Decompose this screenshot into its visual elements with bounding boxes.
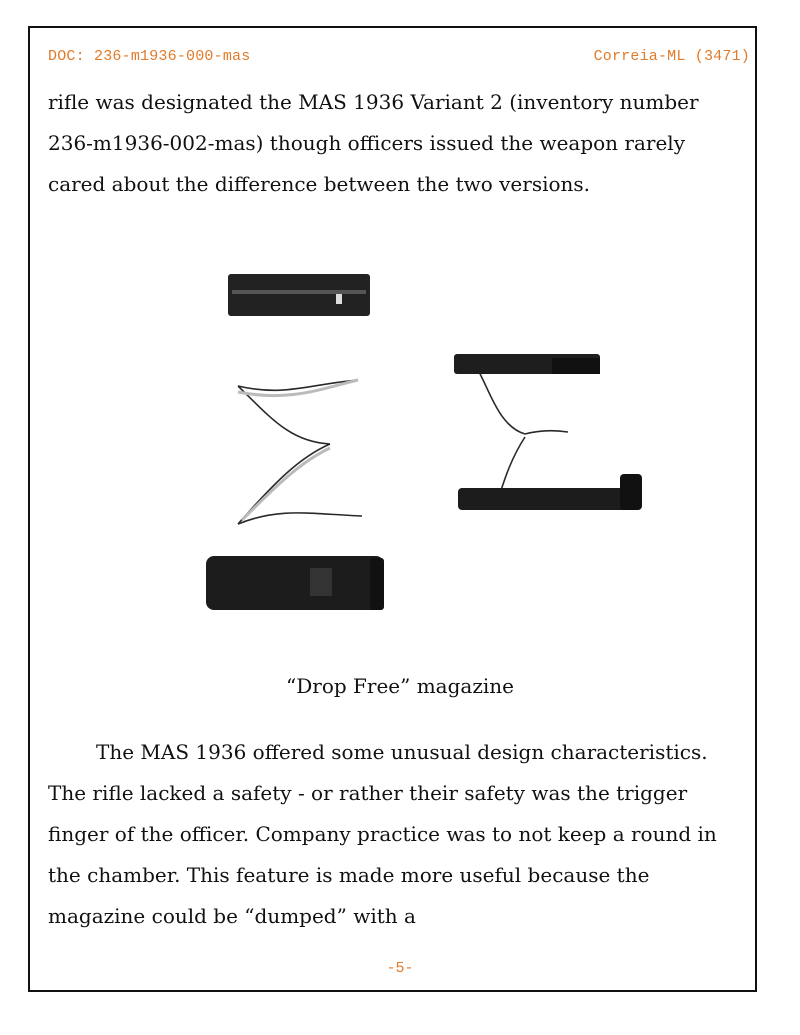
magazine-floorplate-top: [228, 274, 370, 316]
page-number: -5-: [386, 960, 414, 977]
document-id: DOC: 236-m1936-000-mas: [48, 48, 251, 65]
magazine-body-bottom: [206, 556, 384, 610]
paragraph-design-text: The MAS 1936 offered some unusual design characteristics. The rifle lacked a safety - or rather their safety was the trigger finger of the officer. Company practice was to not keep a round in the chamber. This feature is made more useful because the magazine could be “dumped” with a: [48, 740, 717, 928]
author-label: Correia-ML (3471): [593, 48, 750, 65]
magazine-assembled-bottom: [458, 474, 642, 510]
figure-caption: “Drop Free” magazine: [286, 674, 514, 698]
magazine-spring-left: [238, 380, 362, 524]
paragraph-design: [48, 732, 748, 937]
magazine-photo: [190, 262, 660, 622]
magazine-spring-right: [480, 374, 568, 500]
paragraph-intro: rifle was designated the MAS 1936 Variant 2 (inventory number 236-m1936-002-mas) though officers issued the weapon rarely cared about the difference between the two versions.: [48, 90, 699, 196]
magazine-assembled-top: [454, 354, 600, 374]
